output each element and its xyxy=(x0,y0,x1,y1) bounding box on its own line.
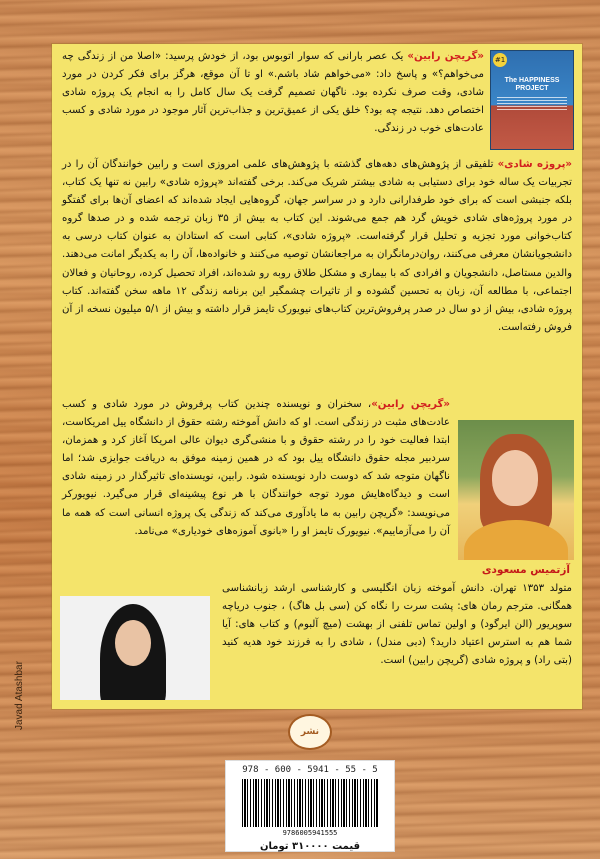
author-photo xyxy=(458,420,574,560)
cover-designer-credit: Javad Atashbar xyxy=(14,661,25,730)
author-face xyxy=(492,450,538,506)
author-bio-paragraph xyxy=(62,396,450,541)
translator-photo xyxy=(60,596,210,700)
book-cover-thumbnail xyxy=(490,50,574,150)
author-shirt xyxy=(464,520,568,560)
publisher-logo: نشر xyxy=(288,714,332,750)
intro-paragraph xyxy=(62,48,484,138)
barcode-digits: 9786005941555 xyxy=(282,829,338,837)
translator-bio-paragraph: متولد ۱۳۵۳ تهران. دانش آموخته زبان انگلیسی و کارشناسی ارشد زبانشناسی همگانی. مترجم رمان های: پشت سرت را نگاه کن (سی بل هاگ) ، جنوب دریاچه سوپریور (الن ایرگود) و اولین تماس تلفنی از بهشت (میچ آلبوم) و کتاب های: آیا شما هم به استرس اعتیاد دارید؟ (دبی مندل) ، شادی را به فرزند خود هدیه کنید (بتی راد) و پروژه شادی (گریچن رابین) است. xyxy=(222,583,572,667)
translator-face xyxy=(115,620,151,666)
author-bio-highlight: «گریچن رابین» xyxy=(371,399,450,410)
bestseller-badge: #1 xyxy=(493,53,507,67)
isbn-number: 978 - 600 - 5941 - 55 - 5 xyxy=(242,765,378,775)
intro-text: یک عصر بارانی که سوار اتوبوس بود، از خودش پرسید: «اصلا من از زندگی چه می‌خواهم؟» و پاسخ داد: «می‌خواهم شاد باشم.» او تا آن موقع، هرگز برای فکر کردن در مورد شادی، وقت صرف نکرده بود. ناگهان تصمیم گرفت یک سال کامل را به انجام یک پروژه شادی اختصاص دهد. نتیجه چه بود؟ خلق یکی از عمیق‌ترین و جذاب‌ترین آثار موجود در مورد شادی و کسب عادت‌های خوب در زندگی. xyxy=(62,51,484,135)
book-cover-subtitle-lines xyxy=(497,97,567,111)
about-book-text: تلفیقی از پژوهش‌های دهه‌های گذشته با پژوهش‌های علمی امروزی است و رابین خوانندگان آن را در تجربیات یک ساله خود برای دستیابی به شادی بیشتر شریک می‌کند. برخی گفته‌اند «پروژه شادی» رابین نه تنها یک کتاب، بلکه جنبشی است که برای خود طرفدارانی دارد و در سراسر جهان، گروه‌هایی ایجاد شده‌اند که اعضای آن‌ها برای گفتگو در مورد پروژه‌های شادی خویش گرد هم جمع می‌شوند. این کتاب به بیش از ۳۵ زبان ترجمه شده و در صدها گروه کتاب‌خوانی مورد تجزیه و تحلیل قرار گرفته‌است. «پروژه شادی»، کتابی است که استادان به عنوان کتاب درسی به دانشجویانشان معرفی می‌کنند، روان‌درمانگران به مراجعانشان توصیه می‌کنند و خانواده‌ها، آن را به یکدیگر امانت می‌دهند. والدین مستاصل، دانشجویان و افرادی که با بیماری و مشکل طلاق روبه رو شده‌اند، افراد تحصیل کرده، روحانیان و فعالان اجتماعی، با مطالعه آن، زبان به تحسین گشوده و از تاثیرات چشمگیر این برنامه زندگی ۱۲ ماهه سخن گفته‌اند. کتاب پروژه شادی، بیش از دو سال در صدر پرفروش‌ترین کتاب‌های نیویورک تایمز قرار داشته و بیش از ۵/۱ میلیون نسخه از آن فروش رفته‌است. xyxy=(62,159,573,333)
author-name-highlight: «گریچن رابین» xyxy=(407,51,484,62)
translator-name: آزتمیس مسعودی xyxy=(481,564,570,576)
barcode-bars xyxy=(242,779,378,827)
barcode-box xyxy=(225,760,395,852)
author-bio-text: ، سخنران و نویسنده چندین کتاب پرفروش در مورد شادی و کسب عادت‌های مثبت در زندگی است. او که دانش آموخته رشته حقوق از دانشگاه ییل امریکاست، ابتدا فعالیت خود را در رشته حقوق و با منشی‌گری دیوان عالی امریکا آغاز کرد و همزمان، سردبیر مجله حقوق دانشگاه ییل بود که در همین زمینه موفق به دریافت جوایزی شد؛ اما ناگهان متوجه شد که دوست دارد نویسنده شود. رابین، نویسنده‌ای تاثیرگذار در زمینه شادی است و دیدگاه‌هایش مورد توجه خوانندگان با هر نوع پیشینه‌ای قرار می‌گیرد. نیویورکر می‌نویسد: «گریچن رابین به ما یادآوری می‌کند که زندگی یک پروژه انسانی است که همه ما آن را می‌آزماییم». نیویورک تایمز او را «بانوی آموزه‌های خودیاری» می‌نامد. xyxy=(62,399,450,537)
about-book-paragraph xyxy=(62,156,572,337)
book-cover-title: The HAPPINESS PROJECT xyxy=(504,77,560,92)
price-label: قیمت ۳۱۰۰۰۰ تومان xyxy=(259,841,361,852)
back-cover-panel xyxy=(52,44,582,709)
book-title-highlight: «پروژه شادی» xyxy=(497,159,573,170)
